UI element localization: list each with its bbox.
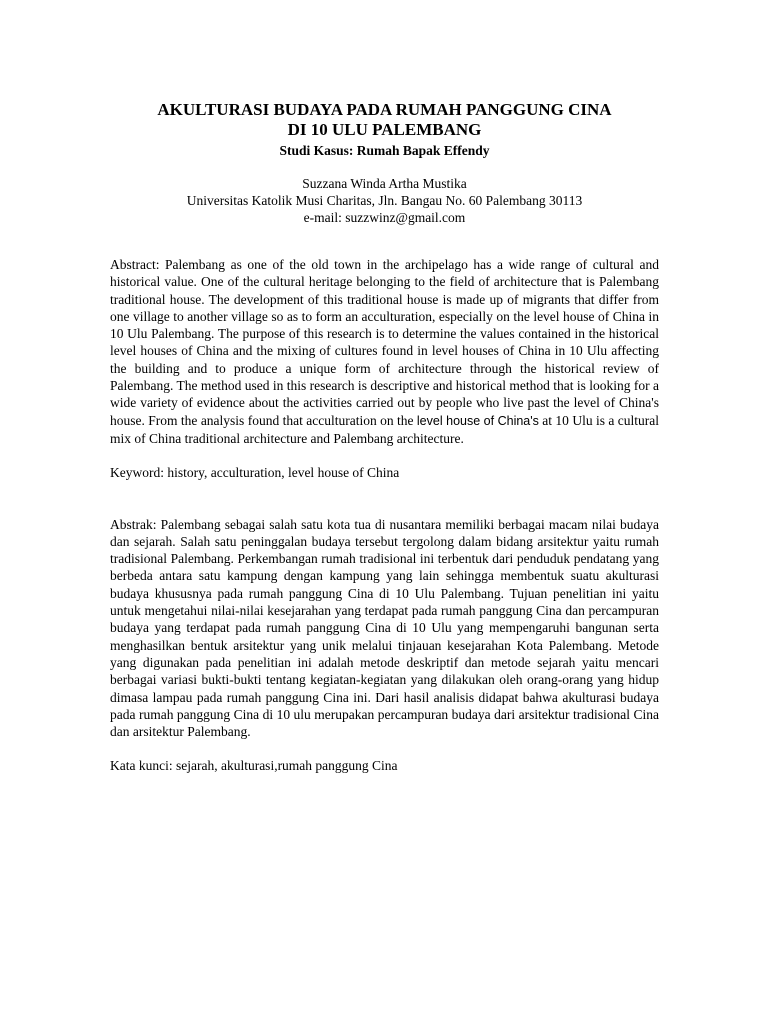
paper-title <box>110 100 659 140</box>
abstract-english-highlight: level house of China's <box>416 413 539 428</box>
keywords-indonesian: Kata kunci: sejarah, akulturasi,rumah panggung Cina <box>110 758 398 774</box>
abstract-english-text-end: at 10 Ulu is a cultural mix of China traditional architecture and Palembang architecture. <box>110 412 660 446</box>
paper-page <box>110 100 659 775</box>
abstract-indonesian: Abstrak: Palembang sebagai salah satu kota tua di nusantara memiliki berbagai macam nilai budaya dan sejarah. Salah satu peninggalan budaya tersebut tergolong dalam bidang arsitektur yaitu rumah tradisional Palembang. Perkembangan rumah tradisional ini terbentuk dari penduduk pendatang yang berbeda antara satu kampung dengan kampung yang lain sehingga membentuk suatu akulturasi budaya khususnya pada rumah panggung Cina di 10 Ulu Palembang. Tujuan penelitian ini yaitu untuk mengetahui nilai-nilai kesejarahan yang terdapat pada rumah panggung Cina dan percampuran budaya yang terdapat pada rumah panggung Cina di 10 Ulu yang mempengaruhi bangunan serta menghasilkan bentuk arsitektur yang unik melalui tinjauan kesejarahan Kota Palembang. Metode yang digunakan pada penelitian ini adalah metode deskriptif dan metode sejarah yaitu mencari berbagai variasi bukti-bukti tentang kegiatan-kegiatan yang dilakukan oleh orang-orang yang hidup dimasa lampau pada rumah panggung Cina ini. Dari hasil analisis didapat bahwa akulturasi budaya pada rumah panggung Cina di 10 ulu merupakan percampuran budaya dari arsitektur tradisional Cina dan arsitektur Palembang. <box>110 516 659 740</box>
keywords-english: Keyword: history, acculturation, level house of China <box>110 465 400 481</box>
abstract-english <box>110 256 659 447</box>
paper-title-line-2: DI 10 ULU PALEMBANG <box>287 120 482 139</box>
author-block <box>110 175 659 226</box>
author-affiliation: Universitas Katolik Musi Charitas, Jln. Bangau No. 60 Palembang 30113 <box>186 193 583 208</box>
abstract-english-text: Abstract: Palembang as one of the old town in the archipelago has a wide range of cultural and historical value. One of the cultural heritage belonging to the field of architecture that is Palembang traditional house. The development of this traditional house is made up of migrants that differ from one village to another village so as to form an acculturation, especially on the level house of China in 10 Ulu Palembang. The purpose of this research is to determine the values contained in the historical level houses of China and the mixing of cultures found in level houses of China in 10 Ulu affecting the building and to produce a unique form of architecture through the historical review of Palembang. The method used in this research is descriptive and historical method that is looking for a wide variety of evidence about the activities carried out by people who live past the level of China's house. From the analysis found that acculturation on the <box>110 257 659 428</box>
author-email: e-mail: suzzwinz@gmail.com <box>303 210 466 225</box>
paper-subtitle: Studi Kasus: Rumah Bapak Effendy <box>279 143 490 158</box>
author-name: Suzzana Winda Artha Mustika <box>302 176 467 191</box>
paper-title-line-1: AKULTURASI BUDAYA PADA RUMAH PANGGUNG CINA <box>157 100 612 119</box>
